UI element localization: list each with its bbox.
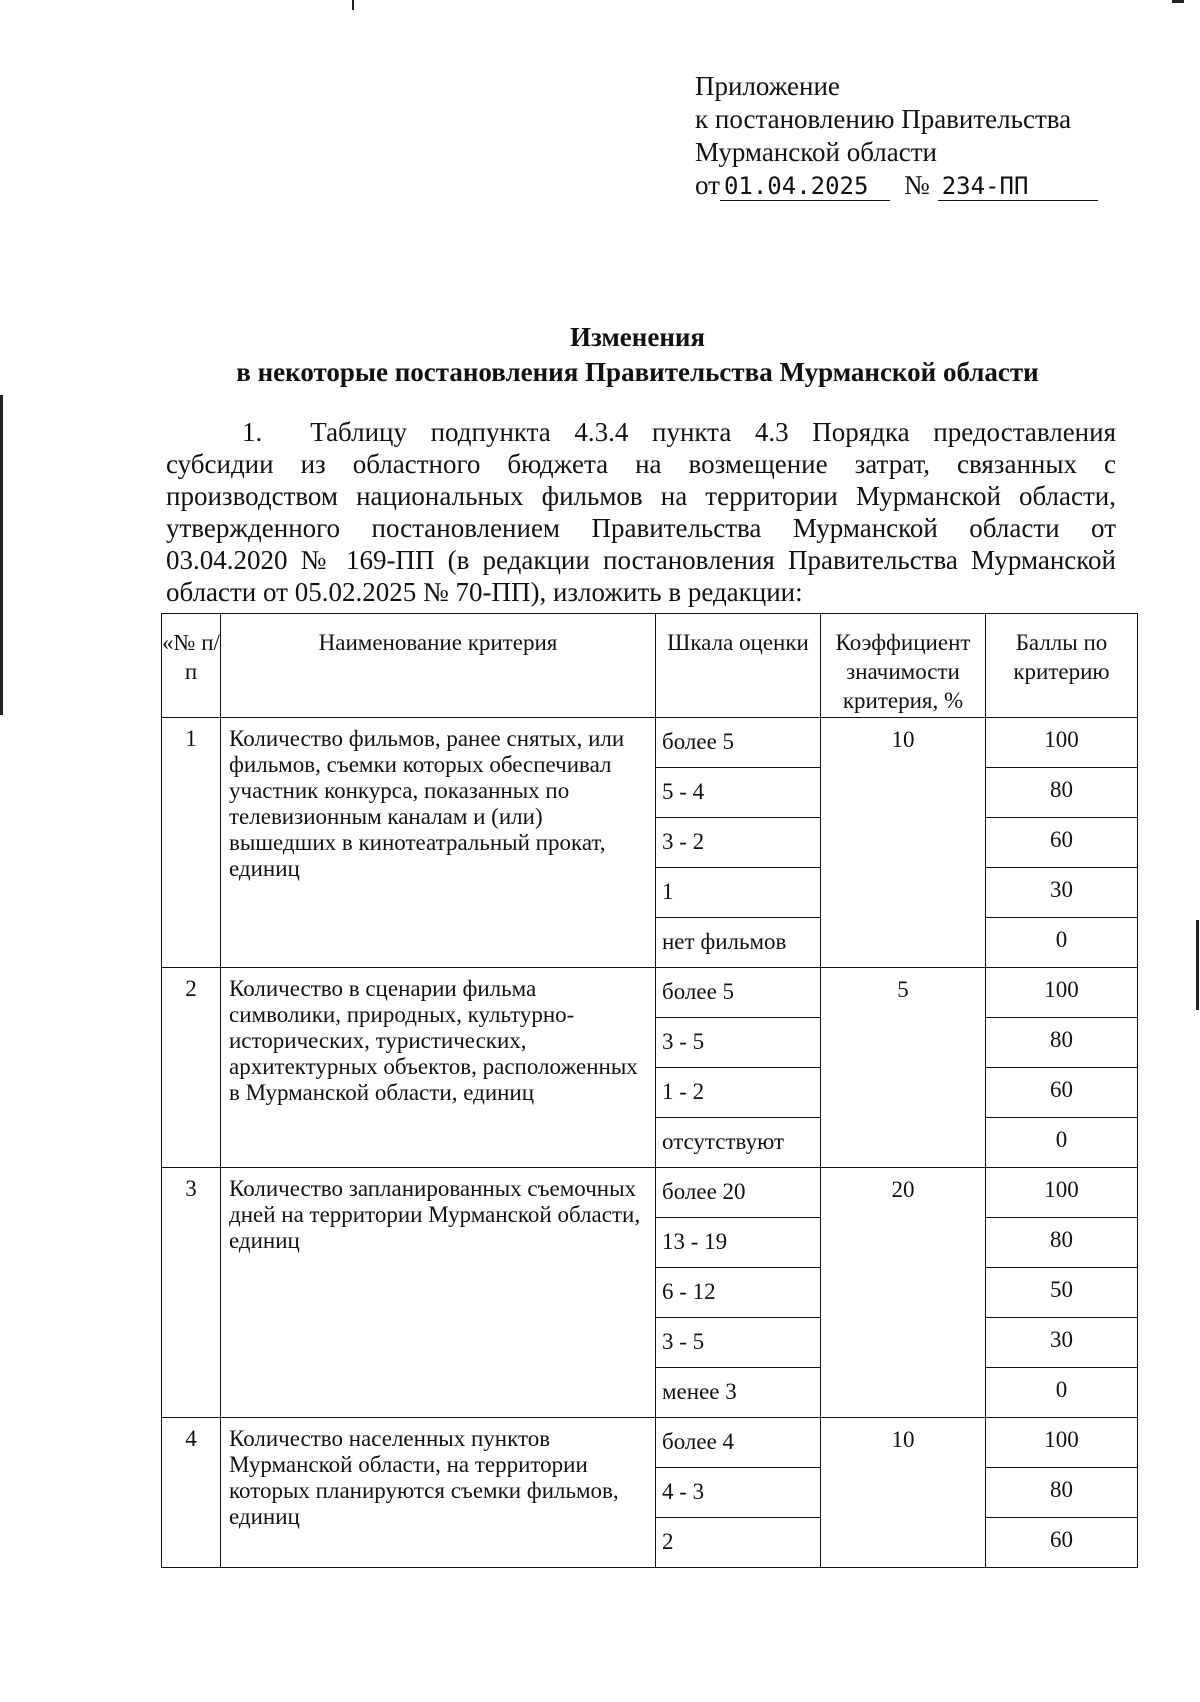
scale-value: 5 - 4 [656,768,821,818]
criteria-table [161,613,1138,1568]
points-value: 100 [986,968,1138,1018]
document-title [150,320,1125,390]
number-prefix: № [903,170,930,200]
coefficient-value: 10 [821,1418,986,1568]
title-line-2: в некоторые постановления Правительства Мурманской области [236,357,1039,387]
points-value: 80 [986,1218,1138,1268]
points-value: 100 [986,1418,1138,1468]
points-value: 30 [986,868,1138,918]
points-value: 50 [986,1268,1138,1318]
scale-value: 4 - 3 [656,1468,821,1518]
title-line-1: Изменения [569,322,706,352]
criterion-name: Количество запланированных съемочных дней на территории Мурманской области, единиц [221,1168,656,1418]
scale-value: 1 [656,868,821,918]
paragraph-number: 1. [242,417,263,447]
approval-line-3: Мурманской области [695,137,937,167]
points-value: 60 [986,818,1138,868]
scale-value: 3 - 5 [656,1318,821,1368]
scan-mark [1172,0,1184,3]
approval-number: 234-ПП [938,172,1098,201]
header-points: Баллы по критерию [986,614,1138,718]
points-value: 0 [986,1368,1138,1418]
scan-mark [0,395,3,715]
points-value: 60 [986,1068,1138,1118]
table-row [162,968,1138,1018]
scale-value: 1 - 2 [656,1068,821,1118]
scan-mark [1196,920,1199,1010]
table-row [162,718,1138,768]
scale-value: 2 [656,1518,821,1568]
header-number: «№ п/п [162,614,221,718]
scan-mark [352,0,354,10]
date-prefix: от [695,170,720,200]
header-criterion-name: Наименование критерия [221,614,656,718]
table-row [162,1418,1138,1468]
criterion-name: Количество фильмов, ранее снятых, или фильмов, съемки которых обеспечивал участник конкурса, показанных по телевизионным каналам и (или) вышедших в кинотеатральный прокат, единиц [221,718,656,968]
paragraph-text: Таблицу подпункта 4.3.4 пункта 4.3 Порядка предоставления субсидии из областного бюджета на возмещение затрат, связанных с производством национальных фильмов на территории Мурманской области, утвержденного постановлением Правительства Мурманской области от 03.04.2020 № 169-ПП (в редакции постановления Правительства Мурманской области от 05.02.2025 № 70-ПП), изложить в редакции: [166,417,1116,607]
criterion-name: Количество в сценарии фильма символики, природных, культурно-исторических, туристических, архитектурных объектов, расположенных в Мурманской области, единиц [221,968,656,1168]
scale-value: 3 - 5 [656,1018,821,1068]
scale-value: 6 - 12 [656,1268,821,1318]
points-value: 0 [986,918,1138,968]
scale-value: более 20 [656,1168,821,1218]
criterion-number: 3 [162,1168,221,1418]
intro-paragraph [166,416,1116,608]
points-value: 80 [986,1018,1138,1068]
approval-line-1: Приложение [695,71,840,101]
header-scale: Шкала оценки [656,614,821,718]
approval-date: 01.04.2025 [720,172,890,201]
approval-line-2: к постановлению Правительства [695,104,1072,134]
points-value: 80 [986,768,1138,818]
points-value: 0 [986,1118,1138,1168]
criterion-number: 1 [162,718,221,968]
coefficient-value: 10 [821,718,986,968]
header-coefficient: Коэффициент значимости критерия, % [821,614,986,718]
points-value: 60 [986,1518,1138,1568]
points-value: 80 [986,1468,1138,1518]
scale-value: 13 - 19 [656,1218,821,1268]
points-value: 30 [986,1318,1138,1368]
scale-value: 3 - 2 [656,818,821,868]
table-header-row [162,614,1138,718]
approval-date-row [695,169,1115,202]
scale-value: менее 3 [656,1368,821,1418]
points-value: 100 [986,718,1138,768]
scale-value: нет фильмов [656,918,821,968]
scale-value: отсутствуют [656,1118,821,1168]
criterion-number: 4 [162,1418,221,1568]
coefficient-value: 20 [821,1168,986,1418]
scale-value: более 4 [656,1418,821,1468]
criterion-number: 2 [162,968,221,1168]
scale-value: более 5 [656,718,821,768]
coefficient-value: 5 [821,968,986,1168]
approval-block [695,70,1115,202]
table-row [162,1168,1138,1218]
scale-value: более 5 [656,968,821,1018]
criteria-table-body [162,718,1138,1568]
criterion-name: Количество населенных пунктов Мурманской области, на территории которых планируются съемки фильмов, единиц [221,1418,656,1568]
points-value: 100 [986,1168,1138,1218]
